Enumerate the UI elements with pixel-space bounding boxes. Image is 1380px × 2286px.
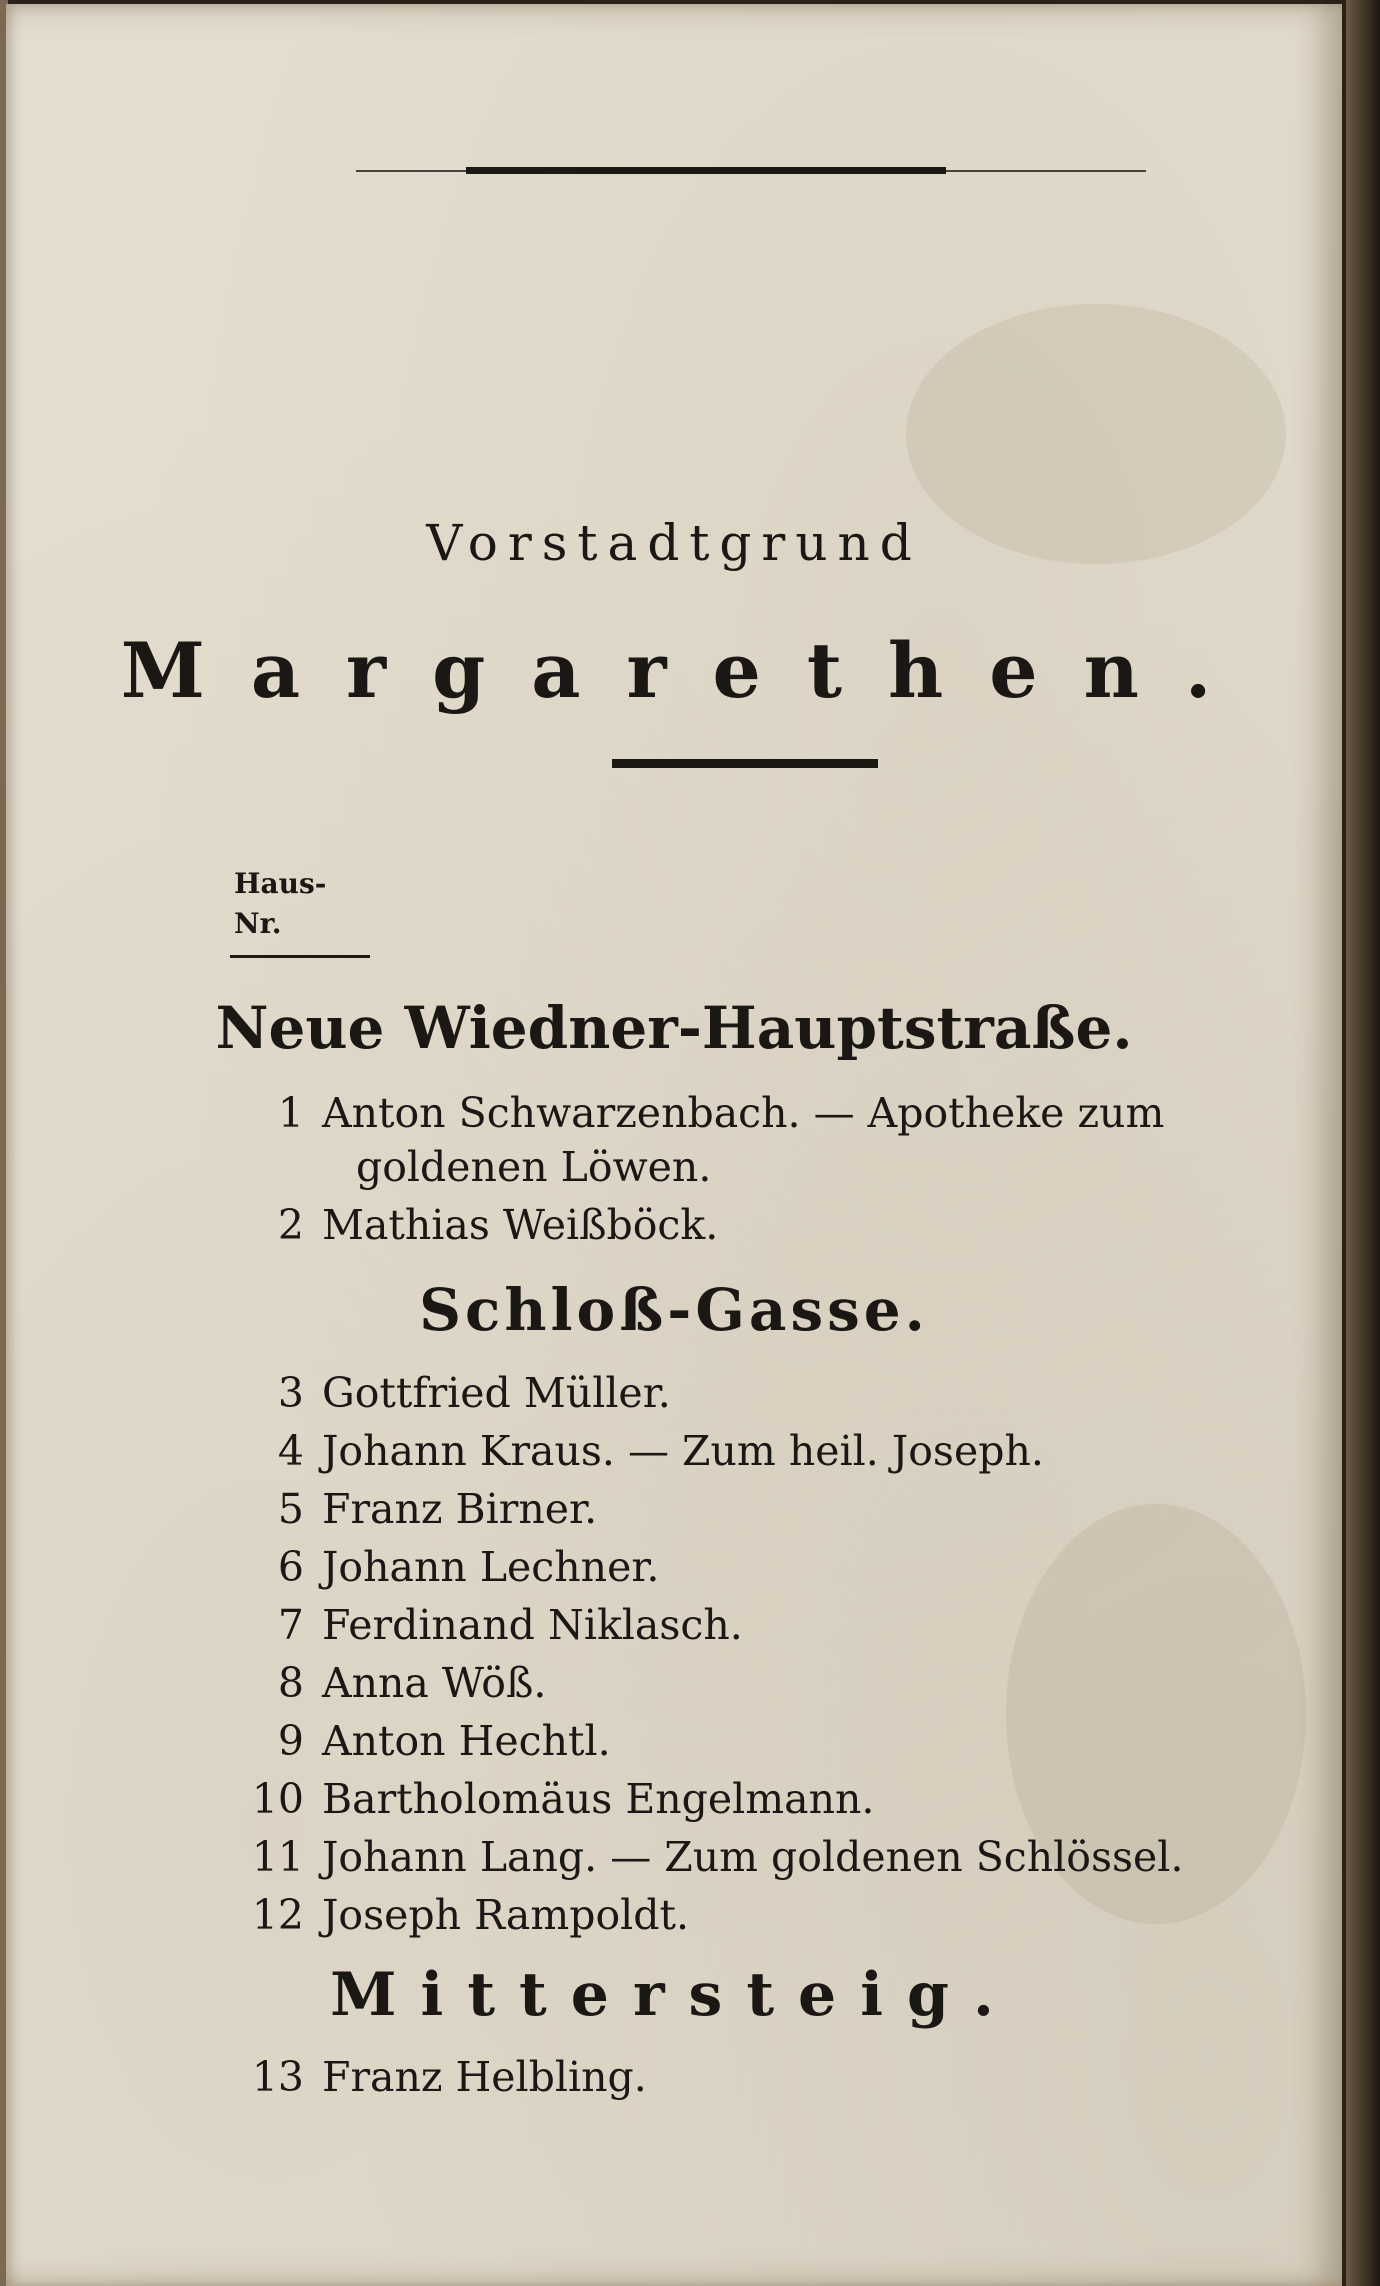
street-heading: Schloß-Gasse. [419, 1276, 929, 1344]
house-number: 9 [277, 1717, 304, 1765]
list-item [224, 1366, 671, 1420]
entry-text: Bartholomäus Engelmann. [322, 1775, 875, 1823]
column-heading-rule [230, 955, 370, 958]
book-page [6, 4, 1342, 2286]
street-heading: Neue Wiedner-Hauptstraße. [215, 994, 1133, 1062]
list-item [224, 1540, 659, 1594]
house-number: 8 [277, 1659, 304, 1707]
list-item [224, 2050, 647, 2104]
top-decorative-rule-bold [466, 167, 946, 174]
entry-continuation: goldenen Löwen. [356, 1143, 712, 1191]
house-number: 7 [277, 1601, 304, 1649]
house-number: 1 [277, 1089, 304, 1137]
book-spine-shadow [1346, 0, 1380, 2286]
entry-text: Johann Lang. — Zum goldenen Schlössel. [322, 1833, 1184, 1881]
list-item [224, 1888, 689, 1942]
list-item [224, 1656, 546, 1710]
house-number: 11 [251, 1833, 304, 1881]
suburb-label: Vorstadtgrund [426, 514, 922, 572]
list-item [224, 1198, 718, 1252]
house-number: 4 [277, 1427, 304, 1475]
list-item [224, 1482, 597, 1536]
entry-text: Gottfried Müller. [322, 1369, 671, 1417]
entry-text: Franz Birner. [322, 1485, 598, 1533]
street-heading: Mittersteig. [330, 1960, 1018, 2030]
list-item [224, 1830, 1183, 1884]
house-number: 6 [277, 1543, 304, 1591]
list-item [224, 1598, 743, 1652]
list-item [224, 1424, 1044, 1478]
suburb-name-heading: Margarethen. [120, 626, 1258, 715]
house-number: 3 [277, 1369, 304, 1417]
entry-text: Joseph Rampoldt. [322, 1891, 690, 1939]
house-number: 2 [277, 1201, 304, 1249]
entry-text: Johann Lechner. [322, 1543, 660, 1591]
entry-text: Anton Schwarzenbach. — Apotheke zum [322, 1089, 1165, 1137]
column-heading-line: Haus- [234, 867, 327, 900]
entry-text: Franz Helbling. [322, 2053, 647, 2101]
house-number: 13 [251, 2053, 304, 2101]
list-item [224, 1086, 1164, 1194]
house-number: 12 [251, 1891, 304, 1939]
entry-text: Mathias Weißböck. [322, 1201, 719, 1249]
house-number: 5 [277, 1485, 304, 1533]
column-heading-line: Nr. [234, 907, 282, 940]
house-number-column-heading [234, 864, 326, 944]
list-item [224, 1772, 874, 1826]
entry-text: Ferdinand Niklasch. [322, 1601, 743, 1649]
entry-text: Johann Kraus. — Zum heil. Joseph. [322, 1427, 1044, 1475]
heading-divider [612, 759, 878, 768]
list-item [224, 1714, 611, 1768]
entry-text: Anton Hechtl. [322, 1717, 611, 1765]
entry-text: Anna Wöß. [322, 1659, 547, 1707]
house-number: 10 [251, 1775, 304, 1823]
